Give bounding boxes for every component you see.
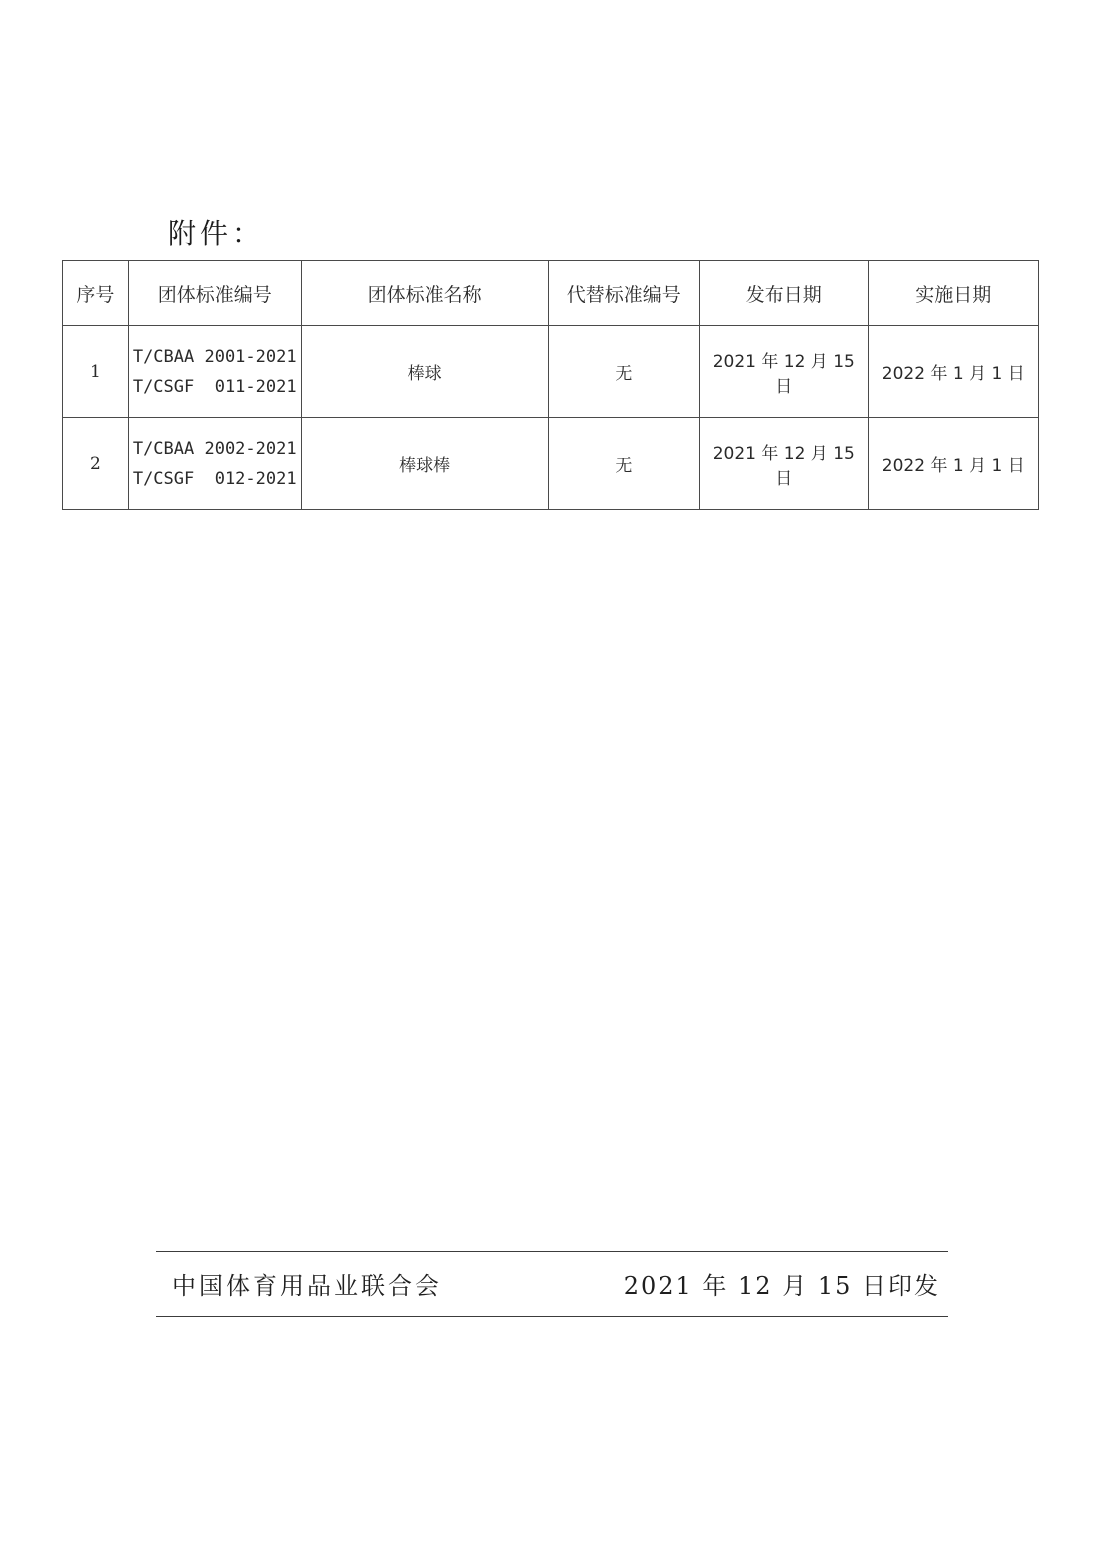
row-index: 1	[63, 326, 129, 418]
row-standard-name: 棒球	[301, 326, 548, 418]
header-standard-code: 团体标准编号	[128, 261, 301, 326]
footer-organization: 中国体育用品业联合会	[172, 1272, 442, 1300]
standards-table	[62, 260, 1039, 510]
table-row	[63, 418, 1039, 510]
table-row	[63, 326, 1039, 418]
attachment-label: 附件：	[168, 217, 265, 250]
standard-code-line: T/CBAA 2002-2021	[132, 438, 297, 459]
standard-code-line: T/CSGF 012-2021	[132, 468, 297, 489]
header-effective-date: 实施日期	[868, 261, 1039, 326]
row-index: 2	[63, 418, 129, 510]
header-standard-name: 团体标准名称	[301, 261, 548, 326]
standard-code-line: T/CBAA 2001-2021	[132, 346, 297, 367]
row-publish-date: 2021 年 12 月 15 日	[700, 326, 868, 418]
row-effective-date: 2022 年 1 月 1 日	[868, 326, 1039, 418]
header-publish-date: 发布日期	[700, 261, 868, 326]
row-standard-name: 棒球棒	[301, 418, 548, 510]
row-publish-date: 2021 年 12 月 15 日	[700, 418, 868, 510]
header-replaced-code: 代替标准编号	[548, 261, 699, 326]
row-replaced-code: 无	[548, 418, 699, 510]
standard-code-line: T/CSGF 011-2021	[132, 376, 297, 397]
header-index: 序号	[63, 261, 129, 326]
row-effective-date: 2022 年 1 月 1 日	[868, 418, 1039, 510]
table-header-row	[63, 261, 1039, 326]
footer-top-rule	[156, 1251, 948, 1252]
footer-issue-date: 2021 年 12 月 15 日印发	[623, 1272, 940, 1300]
row-standard-code	[128, 326, 301, 418]
row-standard-code	[128, 418, 301, 510]
footer-bottom-rule	[156, 1316, 948, 1317]
row-replaced-code: 无	[548, 326, 699, 418]
